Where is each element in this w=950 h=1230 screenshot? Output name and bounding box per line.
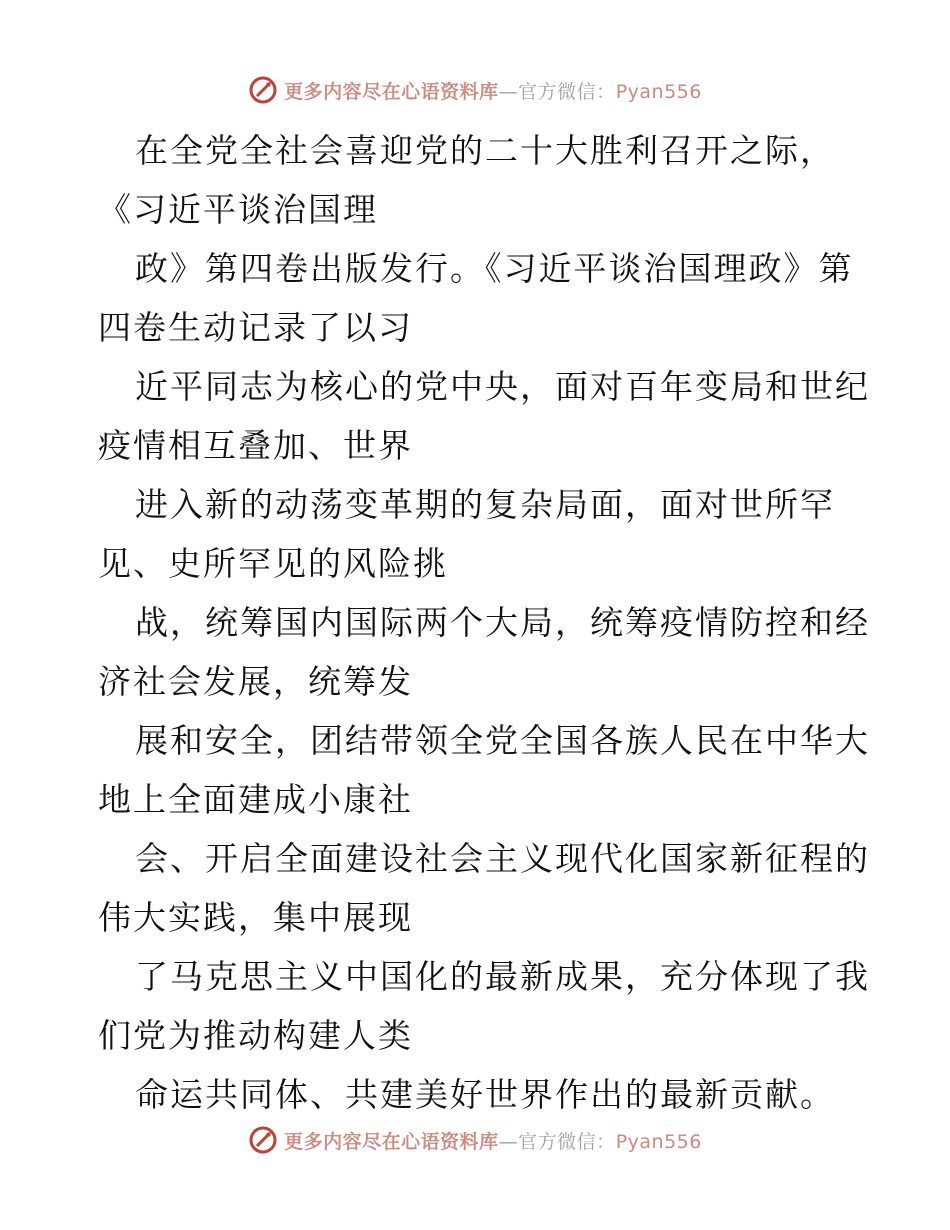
banner-separator: — [498,1130,519,1153]
text-line: 地上全面建成小康社 [98,780,413,819]
text-line: 近平同志为核心的党中央，面对百年变局和世纪 [135,367,870,406]
text-line: 政》第四卷出版发行。《习近平谈治国理政》第 [135,249,854,288]
banner-main-text: 更多内容尽在心语资料库 [284,80,499,103]
text-line: 命运共同体、共建美好世界作出的最新贡献。 [135,1075,835,1114]
text-line: 会、开启全面建设社会主义现代化国家新征程的 [135,839,870,878]
text-line: 展和安全，团结带领全党全国各族人民在中华大 [135,721,870,760]
banner-wechat-id: Pyan556 [615,1130,702,1153]
footer-banner [0,1120,950,1160]
banner-main-text: 更多内容尽在心语资料库 [284,1130,499,1153]
text-line: 战，统筹国内国际两个大局，统筹疫情防控和经 [135,603,870,642]
logo-icon [248,1125,278,1155]
document-body [98,121,870,1124]
banner-text [284,1127,702,1154]
text-line: 了马克思主义中国化的最新成果，充分体现了我 [135,957,870,996]
banner-separator: — [498,80,519,103]
banner-sub-text: 官方微信： [518,1130,616,1153]
banner-text [284,77,702,104]
logo-icon [248,75,278,105]
text-line: 疫情相互叠加、世界 [98,426,413,465]
banner-sub-text: 官方微信： [518,80,616,103]
text-line: 们党为推动构建人类 [98,1016,413,1055]
header-banner [0,70,950,110]
text-line: 进入新的动荡变革期的复杂局面，面对世所罕 [135,485,835,524]
text-line: 见、史所罕见的风险挑 [98,544,448,583]
banner-wechat-id: Pyan556 [615,80,702,103]
text-line: 伟大实践，集中展现 [98,898,413,937]
text-line: 在全党全社会喜迎党的二十大胜利召开之际， [135,131,835,170]
text-line: 《习近平谈治国理 [98,190,378,229]
text-line: 四卷生动记录了以习 [98,308,413,347]
text-line: 济社会发展，统筹发 [98,662,413,701]
